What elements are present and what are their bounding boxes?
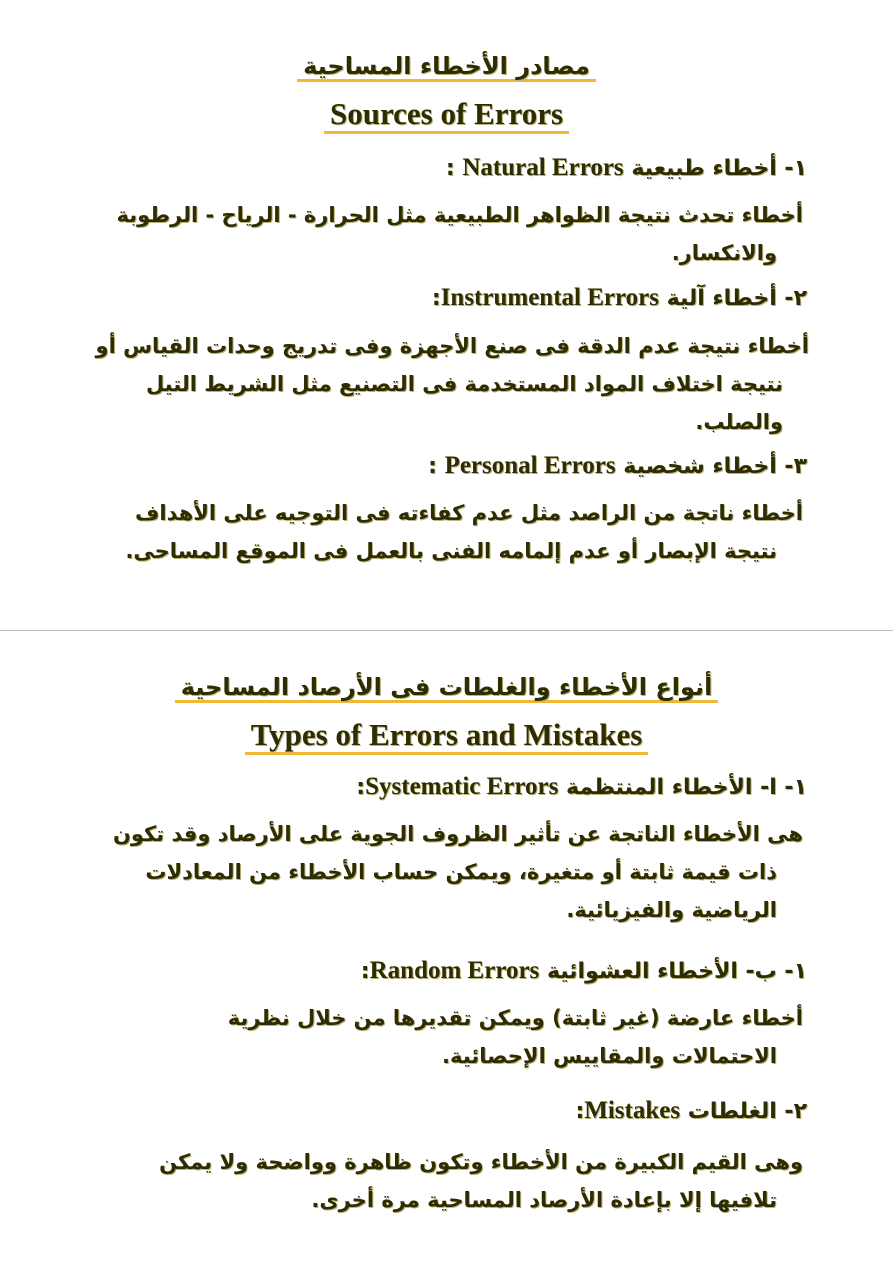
paragraph-mistakes: وهى القيم الكبيرة من الأخطاء وتكون ظاهرة وواضحة ولا يمكن تلافيها إلا بإعادة الأرصاد المساحية مرة أخرى. [159, 1150, 803, 1212]
slide-types-of-errors [0, 631, 893, 1262]
slide1-title-english: Sources of Errors [0, 96, 893, 134]
slide2-title-english: Types of Errors and Mistakes [0, 717, 893, 755]
slide1-title-arabic: مصادر الأخطاء المساحية [0, 52, 893, 82]
slide2-title-arabic: أنواع الأخطاء والغلطات فى الأرصاد المساحية [0, 673, 893, 703]
paragraph-systematic-errors: هى الأخطاء الناتجة عن تأثير الظروف الجوية على الأرصاد وقد تكون ذات قيمة ثابتة أو متغيرة، ويمكن حساب الأخطاء من المعادلات الرياضية والفيزيائية. [112, 822, 803, 922]
heading-mistakes: ٢- الغلطات Mistakes: [575, 1097, 807, 1124]
heading-systematic-errors: ١- ا- الأخطاء المنتظمة Systematic Errors: [356, 773, 807, 800]
paragraph-personal-errors: أخطاء ناتجة من الراصد مثل عدم كفاءته فى التوجيه على الأهداف نتيجة الإبصار أو عدم إلمامه الفنى بالعمل فى الموقع المساحى. [125, 501, 803, 563]
heading-random-errors: ١- ب- الأخطاء العشوائية Random Errors: [360, 957, 807, 984]
paragraph-natural-errors: أخطاء تحدث نتيجة الظواهر الطبيعية مثل الحرارة - الرياح - الرطوبة والانكسار. [116, 203, 803, 265]
heading-instrumental-errors: ٢- أخطاء آلية Instrumental Errors: [431, 284, 807, 311]
slide-sources-of-errors [0, 0, 893, 630]
heading-natural-errors: ١- أخطاء طبيعية Natural Errors : [445, 154, 807, 181]
paragraph-instrumental-errors: أخطاء نتيجة عدم الدقة فى صنع الأجهزة وفى تدريج وحدات القياس أو نتيجة اختلاف المواد المستخدمة فى التصنيع مثل الشريط التيل والصلب. [95, 334, 809, 434]
paragraph-random-errors: أخطاء عارضة (غير ثابتة) ويمكن تقديرها من خلال نظرية الاحتمالات والمقاييس الإحصائية. [227, 1006, 803, 1068]
heading-personal-errors: ٣- أخطاء شخصية Personal Errors : [428, 452, 807, 479]
